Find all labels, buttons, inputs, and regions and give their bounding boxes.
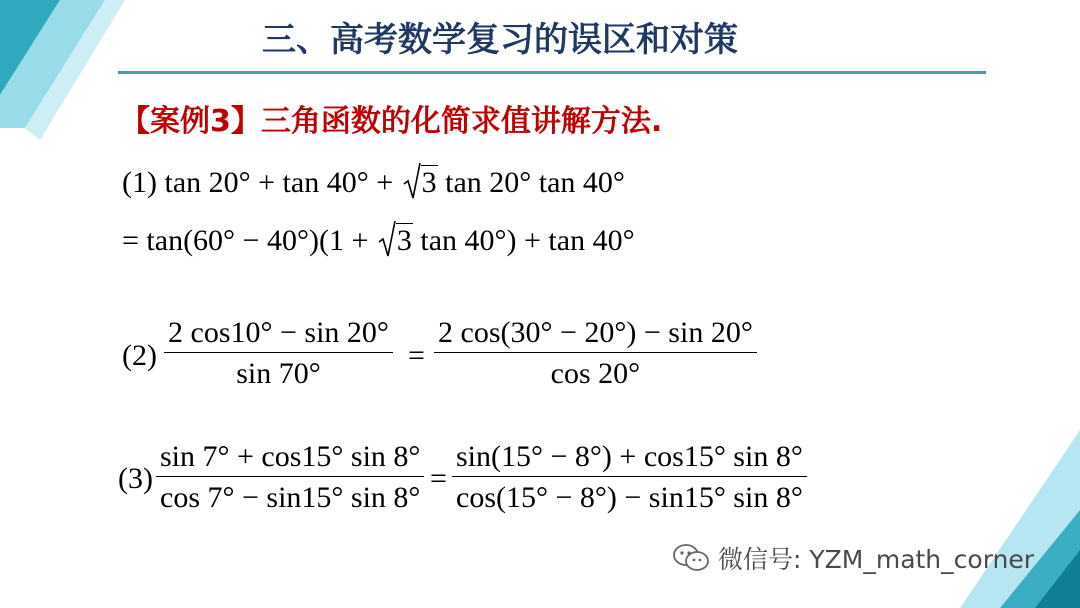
fraction-denominator: cos(15° − 8°) − sin15° sin 8°: [456, 481, 803, 514]
fraction-denominator: cos 20°: [550, 357, 641, 390]
problem1-line2: [122, 224, 635, 258]
fraction-numerator: 2 cos10° − sin 20°: [164, 316, 393, 353]
sqrt-symbol: 3: [378, 224, 413, 258]
problem3-rhs-fraction: [452, 440, 807, 515]
problem1-line1: [122, 166, 625, 200]
bottom-right-decoration: [940, 430, 1080, 608]
case-heading: 【案例3】三角函数的化简求值讲解方法.: [120, 104, 663, 139]
problem3-label: (3): [118, 462, 153, 495]
fraction-numerator: sin(15° − 8°) + cos15° sin 8°: [452, 440, 807, 477]
wechat-icon: [672, 543, 710, 573]
sqrt-symbol: 3: [403, 166, 438, 200]
title-divider: [118, 71, 986, 74]
fraction-numerator: sin 7° + cos15° sin 8°: [156, 440, 424, 477]
problem1-line2-b: tan 40°) + tan 40°: [412, 224, 635, 257]
problem1-line1-a: (1) tan 20° + tan 40° +: [122, 166, 401, 199]
problem2-rhs-fraction: [434, 316, 757, 391]
problem1-line1-b: tan 20° tan 40°: [437, 166, 625, 199]
fraction-denominator: sin 70°: [236, 357, 321, 390]
problem3-equals: =: [430, 462, 447, 495]
problem1-line2-a: = tan(60° − 40°)(1 +: [122, 224, 376, 257]
watermark-text: 微信号: YZM_math_corner: [718, 545, 1035, 574]
watermark: [672, 540, 1034, 576]
problem2-equals: =: [408, 339, 425, 372]
problem2-lhs-fraction: [164, 316, 393, 391]
page-title: 三、高考数学复习的误区和对策: [262, 20, 738, 60]
fraction-denominator: cos 7° − sin15° sin 8°: [160, 481, 421, 514]
problem3-lhs-fraction: [156, 440, 424, 515]
fraction-numerator: 2 cos(30° − 20°) − sin 20°: [434, 316, 757, 353]
problem2-label: (2): [122, 339, 157, 372]
